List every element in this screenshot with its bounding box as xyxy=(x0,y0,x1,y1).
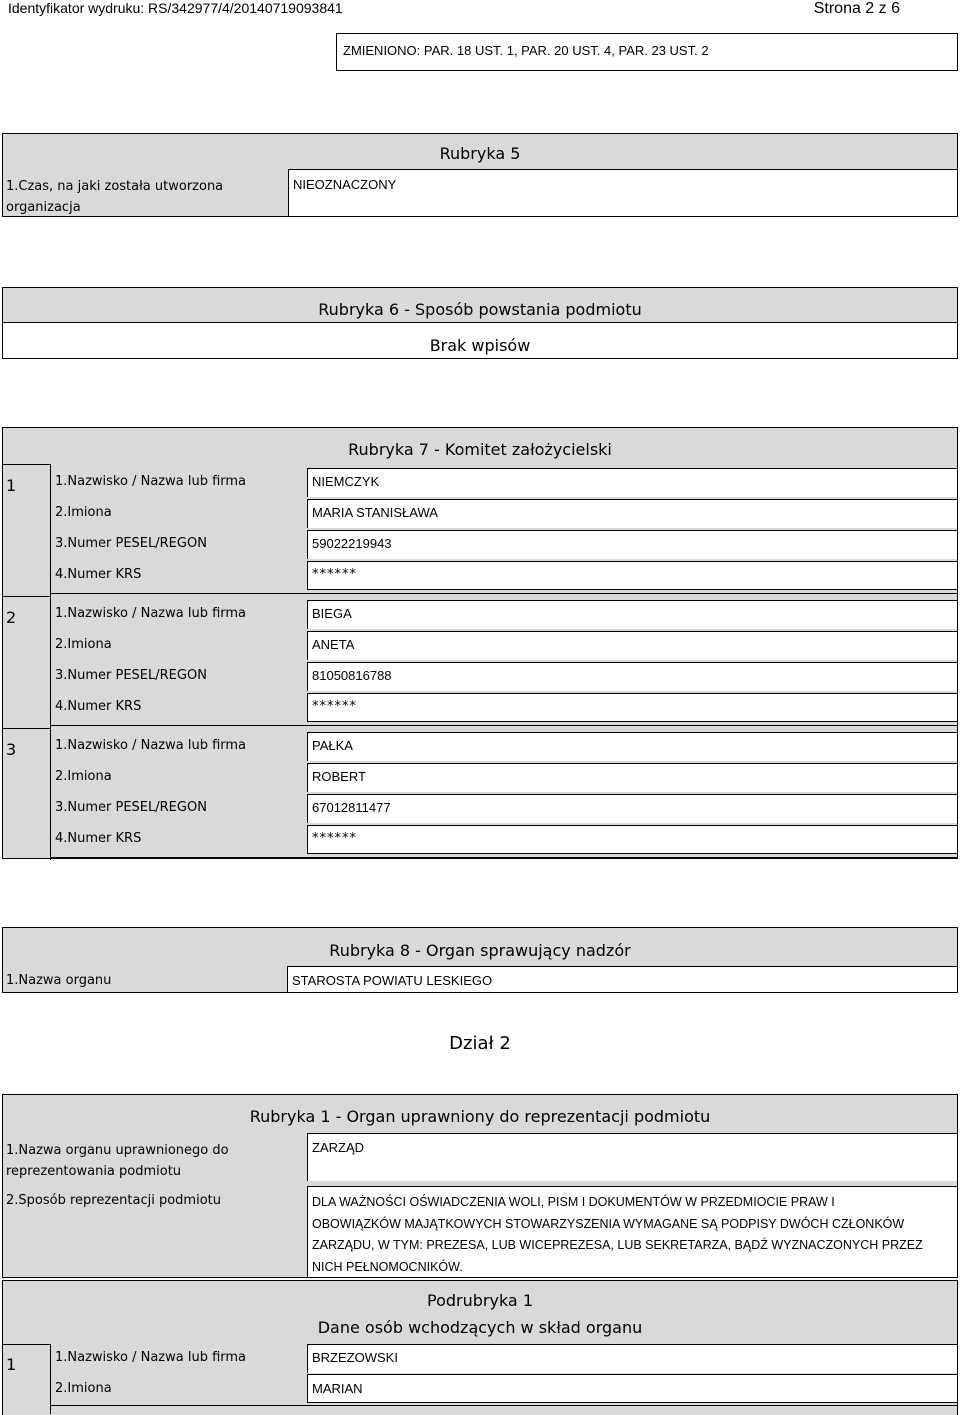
founder-krs-cell xyxy=(307,693,957,722)
podrubryka1-subtitle: Dane osób wchodzących w skład organu xyxy=(317,1318,643,1337)
dzial2-title: Dział 2 xyxy=(449,1033,511,1054)
founder-surname-label: 1.Nazwisko / Nazwa lub firma xyxy=(55,606,247,621)
rubryka1-organ-cell xyxy=(307,1133,957,1181)
founder-pesel-cell xyxy=(307,530,957,559)
method-line: DLA WAŻNOŚCI OŚWIADCZENIA WOLI, PISM I DOKUMENTÓW W PRZEDMIOCIE PRAW I xyxy=(312,1195,835,1209)
founder-pesel-value: 59022219943 xyxy=(312,536,392,551)
method-line: ZARZĄDU, W TYM: PREZESA, LUB WICEPREZESA, LUB SEKRETARZA, BĄDŹ WYZNACZONYCH PRZEZ xyxy=(312,1238,923,1252)
founder-pesel-label: 3.Numer PESEL/REGON xyxy=(55,668,207,683)
method-line: NICH PEŁNOMOCNIKÓW. xyxy=(312,1259,463,1274)
founder-names-label: 2.Imiona xyxy=(55,637,112,652)
founder-surname-cell xyxy=(307,468,957,497)
podrubryka1-member-index: 1 xyxy=(6,1355,17,1374)
founder-krs-value: ****** xyxy=(312,699,357,714)
founder-krs-value: ****** xyxy=(312,567,357,582)
founder-index: 1 xyxy=(6,476,17,495)
founder-surname-cell xyxy=(307,732,957,761)
podrubryka1-surname-cell xyxy=(307,1344,957,1373)
changed-note xyxy=(336,33,958,71)
founder-krs-cell xyxy=(307,825,957,854)
founder-pesel-cell xyxy=(307,662,957,691)
rubryka8-label: 1.Nazwa organu xyxy=(6,973,112,988)
founder-krs-label: 4.Numer KRS xyxy=(55,699,142,714)
rubryka8-value: STAROSTA POWIATU LESKIEGO xyxy=(292,973,493,988)
rubryka6-title: Rubryka 6 - Sposób powstania podmiotu xyxy=(318,300,642,319)
founder-names-value: ANETA xyxy=(312,637,355,652)
founder-separator xyxy=(51,857,958,858)
podrubryka1-names-label: 2.Imiona xyxy=(55,1381,112,1396)
founder-separator xyxy=(51,593,958,594)
podrubryka1-bottom-line xyxy=(51,1405,958,1406)
founder-index: 3 xyxy=(6,740,17,759)
founder-names-value: ROBERT xyxy=(312,769,366,784)
rubryka7-title: Rubryka 7 - Komitet założycielski xyxy=(348,440,612,459)
founder-krs-label: 4.Numer KRS xyxy=(55,831,142,846)
podrubryka1-names-value: MARIAN xyxy=(312,1381,363,1396)
rubryka1-organ-value: ZARZĄD xyxy=(312,1140,364,1155)
founder-names-cell xyxy=(307,763,957,792)
changed-note-text: ZMIENIONO: PAR. 18 UST. 1, PAR. 20 UST. 4, PAR. 23 UST. 2 xyxy=(343,43,709,58)
method-line: OBOWIĄZKÓW MAJĄTKOWYCH STOWARZYSZENIA WYMAGANE SĄ PODPISY DWÓCH CZŁONKÓW xyxy=(312,1216,905,1231)
page-number: Strona 2 z 6 xyxy=(813,0,900,17)
founder-pesel-value: 67012811477 xyxy=(312,800,391,815)
founder-names-value: MARIA STANISŁAWA xyxy=(312,505,438,520)
rubryka8-title: Rubryka 8 - Organ sprawujący nadzór xyxy=(329,941,631,960)
rubryka1-title: Rubryka 1 - Organ uprawniony do reprezentacji podmiotu xyxy=(249,1107,711,1126)
founder-pesel-label: 3.Numer PESEL/REGON xyxy=(55,536,207,551)
print-identifier: Identyfikator wydruku: RS/342977/4/20140719093841 xyxy=(8,0,343,16)
rubryka6-value: Brak wpisów xyxy=(429,336,531,355)
founder-names-label: 2.Imiona xyxy=(55,769,112,784)
founder-names-cell xyxy=(307,631,957,660)
rubryka5-label-line1: 1.Czas, na jaki została utworzona xyxy=(6,179,224,194)
rubryka1-method-label: 2.Sposób reprezentacji podmiotu xyxy=(6,1193,221,1208)
founder-surname-value: BIEGA xyxy=(312,606,352,621)
founder-krs-value: ****** xyxy=(312,831,357,846)
founder-names-label: 2.Imiona xyxy=(55,505,112,520)
founder-surname-label: 1.Nazwisko / Nazwa lub firma xyxy=(55,738,247,753)
founder-surname-cell xyxy=(307,600,957,629)
rubryka1-organ-label-line1: 1.Nazwa organu uprawnionego do xyxy=(6,1143,229,1158)
founder-surname-value: NIEMCZYK xyxy=(312,474,380,489)
founder-surname-value: PAŁKA xyxy=(312,738,353,753)
founder-surname-label: 1.Nazwisko / Nazwa lub firma xyxy=(55,474,247,489)
rubryka5-title: Rubryka 5 xyxy=(439,144,521,163)
podrubryka1-surname-value: BRZEZOWSKI xyxy=(312,1350,398,1365)
podrubryka1-surname-label: 1.Nazwisko / Nazwa lub firma xyxy=(55,1350,247,1365)
rubryka1-organ-label xyxy=(6,1140,229,1182)
founder-krs-label: 4.Numer KRS xyxy=(55,567,142,582)
founder-pesel-label: 3.Numer PESEL/REGON xyxy=(55,800,207,815)
founder-index: 2 xyxy=(6,608,17,627)
founder-separator xyxy=(51,725,958,726)
rubryka1-organ-label-line2: reprezentowania podmiotu xyxy=(6,1164,182,1179)
founder-krs-cell xyxy=(307,561,957,590)
rubryka5-label xyxy=(6,176,223,218)
podrubryka1-names-cell xyxy=(307,1374,957,1403)
podrubryka1-title: Podrubryka 1 xyxy=(427,1291,533,1310)
founder-pesel-value: 81050816788 xyxy=(312,668,392,683)
rubryka5-value: NIEOZNACZONY xyxy=(293,177,397,192)
founder-pesel-cell xyxy=(307,794,957,823)
rubryka5-label-line2: organizacja xyxy=(6,200,81,215)
rubryka1-method-value xyxy=(312,1192,923,1278)
